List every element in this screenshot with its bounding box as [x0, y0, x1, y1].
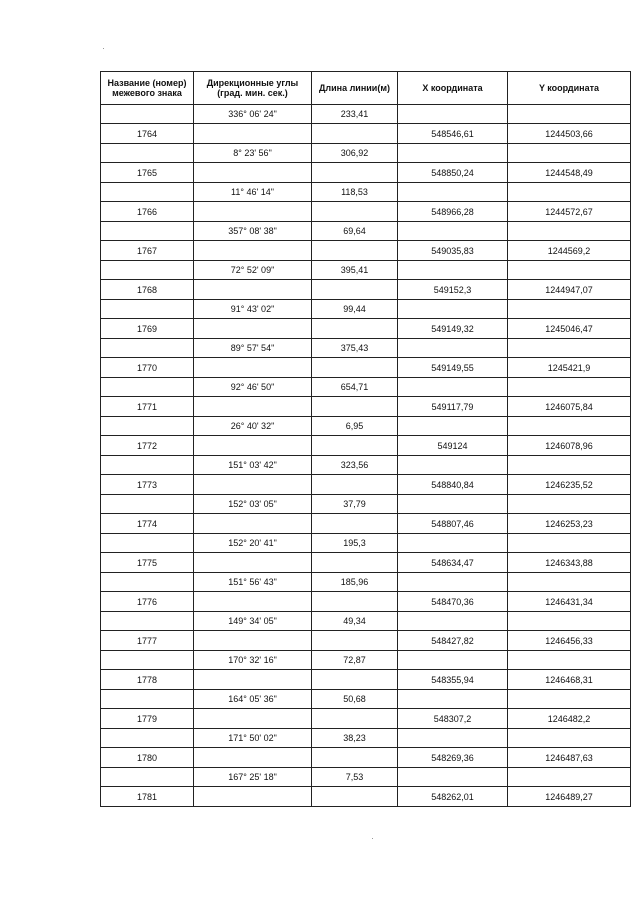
empty-cell: [508, 144, 631, 163]
x-coordinate-cell: 549117,79: [398, 397, 508, 417]
segment-row: [101, 183, 631, 202]
segment-row: [101, 768, 631, 787]
segment-row: [101, 417, 631, 436]
empty-cell: [101, 768, 194, 787]
bearing-cell: 171° 50' 02": [194, 729, 312, 748]
y-coordinate-cell: 1246468,31: [508, 670, 631, 690]
segment-row: [101, 651, 631, 670]
bearing-cell: 167° 25' 18": [194, 768, 312, 787]
bearing-cell: 149° 34' 05": [194, 612, 312, 631]
x-coordinate-cell: 549035,83: [398, 241, 508, 261]
x-coordinate-cell: 548807,46: [398, 514, 508, 534]
y-coordinate-cell: 1246456,33: [508, 631, 631, 651]
x-coordinate-cell: 548840,84: [398, 475, 508, 495]
empty-cell: [508, 261, 631, 280]
empty-cell: [312, 748, 398, 768]
empty-cell: [508, 183, 631, 202]
mark-name-cell: 1764: [101, 124, 194, 144]
header-bearing: Дирекционные углы (град. мин. сек.): [194, 72, 312, 105]
header-mark-name: Название (номер) межевого знака: [101, 72, 194, 105]
empty-cell: [398, 300, 508, 319]
y-coordinate-cell: 1246343,88: [508, 553, 631, 573]
length-cell: 185,96: [312, 573, 398, 592]
empty-cell: [398, 378, 508, 397]
empty-cell: [312, 436, 398, 456]
empty-cell: [194, 787, 312, 807]
header-length: Длина линии(м): [312, 72, 398, 105]
y-coordinate-cell: 1244947,07: [508, 280, 631, 300]
x-coordinate-cell: 549152,3: [398, 280, 508, 300]
coordinates-table: [100, 71, 631, 807]
length-cell: 395,41: [312, 261, 398, 280]
segment-row: [101, 339, 631, 358]
empty-cell: [194, 163, 312, 183]
empty-cell: [312, 397, 398, 417]
mark-name-cell: 1765: [101, 163, 194, 183]
point-row: [101, 241, 631, 261]
empty-cell: [101, 534, 194, 553]
point-row: [101, 787, 631, 807]
table-header: [101, 72, 631, 105]
x-coordinate-cell: 548262,01: [398, 787, 508, 807]
empty-cell: [398, 105, 508, 124]
bearing-cell: 72° 52' 09": [194, 261, 312, 280]
empty-cell: [101, 105, 194, 124]
header-y: Y координата: [508, 72, 631, 105]
length-cell: 654,71: [312, 378, 398, 397]
empty-cell: [398, 495, 508, 514]
mark-name-cell: 1773: [101, 475, 194, 495]
point-row: [101, 748, 631, 768]
x-coordinate-cell: 548307,2: [398, 709, 508, 729]
bearing-cell: 336° 06' 24": [194, 105, 312, 124]
y-coordinate-cell: 1246482,2: [508, 709, 631, 729]
empty-cell: [508, 612, 631, 631]
empty-cell: [194, 748, 312, 768]
point-row: [101, 592, 631, 612]
empty-cell: [508, 456, 631, 475]
empty-cell: [508, 222, 631, 241]
empty-cell: [398, 768, 508, 787]
mark-name-cell: 1767: [101, 241, 194, 261]
empty-cell: [101, 378, 194, 397]
point-row: [101, 202, 631, 222]
empty-cell: [312, 241, 398, 261]
empty-cell: [508, 768, 631, 787]
empty-cell: [508, 729, 631, 748]
empty-cell: [101, 339, 194, 358]
y-coordinate-cell: 1244572,67: [508, 202, 631, 222]
empty-cell: [312, 358, 398, 378]
length-cell: 37,79: [312, 495, 398, 514]
empty-cell: [398, 261, 508, 280]
empty-cell: [194, 592, 312, 612]
x-coordinate-cell: 548355,94: [398, 670, 508, 690]
mark-name-cell: 1771: [101, 397, 194, 417]
length-cell: 50,68: [312, 690, 398, 709]
x-coordinate-cell: 548427,82: [398, 631, 508, 651]
empty-cell: [194, 202, 312, 222]
empty-cell: [194, 709, 312, 729]
empty-cell: [194, 124, 312, 144]
empty-cell: [194, 475, 312, 495]
empty-cell: [101, 183, 194, 202]
empty-cell: [312, 319, 398, 339]
empty-cell: [312, 514, 398, 534]
empty-cell: [398, 612, 508, 631]
point-row: [101, 670, 631, 690]
empty-cell: [194, 397, 312, 417]
point-row: [101, 514, 631, 534]
y-coordinate-cell: 1244569,2: [508, 241, 631, 261]
table-body: [101, 105, 631, 807]
empty-cell: [194, 670, 312, 690]
x-coordinate-cell: 548546,61: [398, 124, 508, 144]
empty-cell: [398, 573, 508, 592]
boundary-marks-sheet: [100, 71, 630, 807]
empty-cell: [312, 163, 398, 183]
empty-cell: [101, 612, 194, 631]
segment-row: [101, 534, 631, 553]
empty-cell: [312, 280, 398, 300]
x-coordinate-cell: 549149,55: [398, 358, 508, 378]
segment-row: [101, 495, 631, 514]
bearing-cell: 151° 03' 42": [194, 456, 312, 475]
empty-cell: [101, 651, 194, 670]
y-coordinate-cell: 1245046,47: [508, 319, 631, 339]
empty-cell: [101, 222, 194, 241]
length-cell: 323,56: [312, 456, 398, 475]
point-row: [101, 319, 631, 339]
header-x: X координата: [398, 72, 508, 105]
empty-cell: [194, 436, 312, 456]
empty-cell: [101, 261, 194, 280]
empty-cell: [312, 709, 398, 729]
x-coordinate-cell: 548850,24: [398, 163, 508, 183]
empty-cell: [508, 495, 631, 514]
segment-row: [101, 690, 631, 709]
empty-cell: [398, 339, 508, 358]
length-cell: 233,41: [312, 105, 398, 124]
empty-cell: [398, 183, 508, 202]
empty-cell: [508, 534, 631, 553]
y-coordinate-cell: 1246253,23: [508, 514, 631, 534]
empty-cell: [194, 319, 312, 339]
empty-cell: [312, 475, 398, 495]
x-coordinate-cell: 548634,47: [398, 553, 508, 573]
empty-cell: [508, 300, 631, 319]
empty-cell: [508, 651, 631, 670]
segment-row: [101, 300, 631, 319]
empty-cell: [398, 729, 508, 748]
segment-row: [101, 261, 631, 280]
x-coordinate-cell: 548966,28: [398, 202, 508, 222]
point-row: [101, 280, 631, 300]
empty-cell: [194, 241, 312, 261]
scan-speck: [103, 48, 104, 49]
empty-cell: [398, 417, 508, 436]
y-coordinate-cell: 1244503,66: [508, 124, 631, 144]
y-coordinate-cell: 1244548,49: [508, 163, 631, 183]
bearing-cell: 91° 43' 02": [194, 300, 312, 319]
length-cell: 375,43: [312, 339, 398, 358]
empty-cell: [312, 553, 398, 573]
mark-name-cell: 1775: [101, 553, 194, 573]
mark-name-cell: 1780: [101, 748, 194, 768]
y-coordinate-cell: 1246075,84: [508, 397, 631, 417]
empty-cell: [508, 417, 631, 436]
empty-cell: [194, 553, 312, 573]
segment-row: [101, 144, 631, 163]
empty-cell: [101, 144, 194, 163]
bearing-cell: 11° 46' 14": [194, 183, 312, 202]
empty-cell: [101, 300, 194, 319]
empty-cell: [398, 144, 508, 163]
mark-name-cell: 1781: [101, 787, 194, 807]
bearing-cell: 8° 23' 56": [194, 144, 312, 163]
point-row: [101, 553, 631, 573]
empty-cell: [194, 514, 312, 534]
scan-speck: [372, 838, 373, 839]
empty-cell: [508, 573, 631, 592]
empty-cell: [101, 573, 194, 592]
y-coordinate-cell: 1246431,34: [508, 592, 631, 612]
x-coordinate-cell: 549149,32: [398, 319, 508, 339]
empty-cell: [398, 534, 508, 553]
length-cell: 7,53: [312, 768, 398, 787]
bearing-cell: 170° 32' 16": [194, 651, 312, 670]
empty-cell: [101, 495, 194, 514]
length-cell: 69,64: [312, 222, 398, 241]
mark-name-cell: 1770: [101, 358, 194, 378]
mark-name-cell: 1766: [101, 202, 194, 222]
mark-name-cell: 1769: [101, 319, 194, 339]
empty-cell: [508, 378, 631, 397]
point-row: [101, 358, 631, 378]
bearing-cell: 151° 56' 43": [194, 573, 312, 592]
mark-name-cell: 1768: [101, 280, 194, 300]
empty-cell: [194, 280, 312, 300]
empty-cell: [194, 631, 312, 651]
empty-cell: [398, 456, 508, 475]
empty-cell: [312, 787, 398, 807]
mark-name-cell: 1779: [101, 709, 194, 729]
point-row: [101, 475, 631, 495]
empty-cell: [398, 651, 508, 670]
point-row: [101, 436, 631, 456]
length-cell: 38,23: [312, 729, 398, 748]
segment-row: [101, 573, 631, 592]
empty-cell: [508, 339, 631, 358]
mark-name-cell: 1777: [101, 631, 194, 651]
bearing-cell: 152° 20' 41": [194, 534, 312, 553]
bearing-cell: 152° 03' 05": [194, 495, 312, 514]
empty-cell: [508, 690, 631, 709]
empty-cell: [312, 124, 398, 144]
x-coordinate-cell: 548470,36: [398, 592, 508, 612]
empty-cell: [398, 222, 508, 241]
length-cell: 99,44: [312, 300, 398, 319]
point-row: [101, 124, 631, 144]
length-cell: 195,3: [312, 534, 398, 553]
length-cell: 72,87: [312, 651, 398, 670]
bearing-cell: 26° 40' 32": [194, 417, 312, 436]
point-row: [101, 397, 631, 417]
mark-name-cell: 1772: [101, 436, 194, 456]
length-cell: 118,53: [312, 183, 398, 202]
segment-row: [101, 456, 631, 475]
empty-cell: [101, 729, 194, 748]
point-row: [101, 709, 631, 729]
segment-row: [101, 378, 631, 397]
mark-name-cell: 1776: [101, 592, 194, 612]
point-row: [101, 163, 631, 183]
y-coordinate-cell: 1246078,96: [508, 436, 631, 456]
y-coordinate-cell: 1245421,9: [508, 358, 631, 378]
length-cell: 306,92: [312, 144, 398, 163]
empty-cell: [312, 631, 398, 651]
mark-name-cell: 1774: [101, 514, 194, 534]
y-coordinate-cell: 1246487,63: [508, 748, 631, 768]
empty-cell: [312, 592, 398, 612]
bearing-cell: 92° 46' 50": [194, 378, 312, 397]
empty-cell: [398, 690, 508, 709]
segment-row: [101, 612, 631, 631]
empty-cell: [101, 417, 194, 436]
empty-cell: [101, 456, 194, 475]
length-cell: 6,95: [312, 417, 398, 436]
length-cell: 49,34: [312, 612, 398, 631]
empty-cell: [101, 690, 194, 709]
x-coordinate-cell: 549124: [398, 436, 508, 456]
mark-name-cell: 1778: [101, 670, 194, 690]
x-coordinate-cell: 548269,36: [398, 748, 508, 768]
y-coordinate-cell: 1246235,52: [508, 475, 631, 495]
segment-row: [101, 105, 631, 124]
empty-cell: [194, 358, 312, 378]
bearing-cell: 164° 05' 36": [194, 690, 312, 709]
empty-cell: [312, 670, 398, 690]
empty-cell: [508, 105, 631, 124]
segment-row: [101, 729, 631, 748]
bearing-cell: 357° 08' 38": [194, 222, 312, 241]
point-row: [101, 631, 631, 651]
bearing-cell: 89° 57' 54": [194, 339, 312, 358]
empty-cell: [312, 202, 398, 222]
y-coordinate-cell: 1246489,27: [508, 787, 631, 807]
segment-row: [101, 222, 631, 241]
